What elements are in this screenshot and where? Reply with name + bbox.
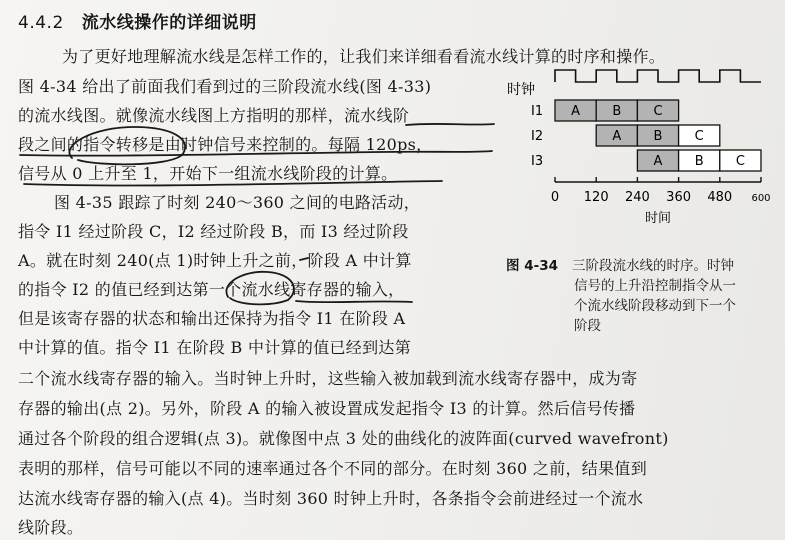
tick-label: 120 <box>583 190 609 205</box>
clock-label: 时钟 <box>507 82 535 98</box>
caption-line-2: 信号的上升沿控制指令从一 <box>574 278 736 294</box>
stage-label: C <box>653 104 663 119</box>
caption-label: 图 4-34 <box>506 258 558 274</box>
paragraph-line-1: 为了更好地理解流水线是怎样工作的，让我们来详细看看流水线计算的时序和操作。 <box>62 47 666 66</box>
instruction-label: I1 <box>531 104 544 119</box>
underline-mark <box>296 301 412 302</box>
tick-label: 480 <box>707 190 733 205</box>
instruction-label: I3 <box>531 154 544 169</box>
caption-line-4: 阶段 <box>574 318 601 334</box>
figure-caption <box>506 256 771 336</box>
paragraph-line-4: 段之间的指令转移是由时钟信号来控制的。每隔 120ps， <box>18 135 433 154</box>
stage-label: A <box>653 154 663 169</box>
caption-line-3: 个流水线阶段移动到下一个 <box>574 298 736 314</box>
paragraph-line-2: 图 4-34 给出了前面我们看到过的三阶段流水线(图 4-33) <box>18 77 432 96</box>
stage-label: B <box>653 129 663 144</box>
section-heading <box>18 8 257 33</box>
paragraph-line-3: 的流水线图。就像流水线图上方指明的那样，流水线阶 <box>18 106 410 125</box>
stage-label: A <box>571 104 581 119</box>
paragraph-line-14: 通过各个阶段的组合逻辑(点 3)。就像图中点 3 处的曲线化的波阵面(curved wavefront) <box>18 429 669 448</box>
underline-mark <box>406 124 494 125</box>
caption-line-1: 三阶段流水线的时序。时钟 <box>571 258 734 274</box>
section-title: 流水线操作的详细说明 <box>81 13 257 33</box>
stage-label: C <box>735 154 745 169</box>
instruction-label: I2 <box>531 129 544 144</box>
paragraph-line-15: 表明的那样，信号可能以不同的速率通过各个不同的部分。在时刻 360 之前，结果值到 <box>18 459 648 478</box>
paragraph-line-17: 线阶段。 <box>18 518 84 537</box>
tick-label: 600 <box>751 193 771 204</box>
stage-label: B <box>612 104 622 119</box>
tick-label: 240 <box>624 190 650 205</box>
paragraph-line-8: A。就在时刻 240(点 1)时钟上升之前，阶段 A 中计算 <box>18 251 412 270</box>
pipeline-timing-figure <box>505 58 770 233</box>
clock-waveform <box>555 70 761 82</box>
paragraph-line-16: 达流水线寄存器的输入(点 4)。当时刻 360 时钟上升时，各条指令会前进经过一个流水 <box>18 489 644 508</box>
paragraph-line-7: 指令 I1 经过阶段 C，I2 经过阶段 B，而 I3 经过阶段 <box>18 222 409 241</box>
paragraph-line-13: 存器的输出(点 2)。另外，阶段 A 的输入被设置成发起指令 I3 的计算。然后信号传播 <box>18 399 636 418</box>
tick-label: 0 <box>550 190 560 205</box>
stage-label: B <box>694 154 704 169</box>
paragraph-line-5: 信号从 0 上升至 1，开始下一组流水线阶段的计算。 <box>18 164 398 183</box>
time-axis-label: 时间 <box>644 211 672 226</box>
pipeline-rows <box>531 100 761 171</box>
section-number: 4.4.2 <box>18 13 64 33</box>
paragraph-line-6: 图 4-35 跟踪了时刻 240～360 之间的电路活动， <box>54 193 421 212</box>
stage-label: C <box>694 129 704 144</box>
stage-label: A <box>612 129 622 144</box>
paragraph-line-9: 的指令 I2 的值已经到达第一个流水线寄存器的输入， <box>18 280 405 299</box>
tick-label: 360 <box>666 190 692 205</box>
paragraph-line-10: 但是该寄存器的状态和输出还保持为指令 I1 在阶段 A <box>18 309 406 328</box>
paragraph-line-11: 中计算的值。指令 I1 在阶段 B 中计算的值已经到达第 <box>18 338 412 357</box>
paragraph-line-12: 二个流水线寄存器的输入。当时钟上升时，这些输入被加载到流水线寄存器中，成为寄 <box>18 369 638 388</box>
